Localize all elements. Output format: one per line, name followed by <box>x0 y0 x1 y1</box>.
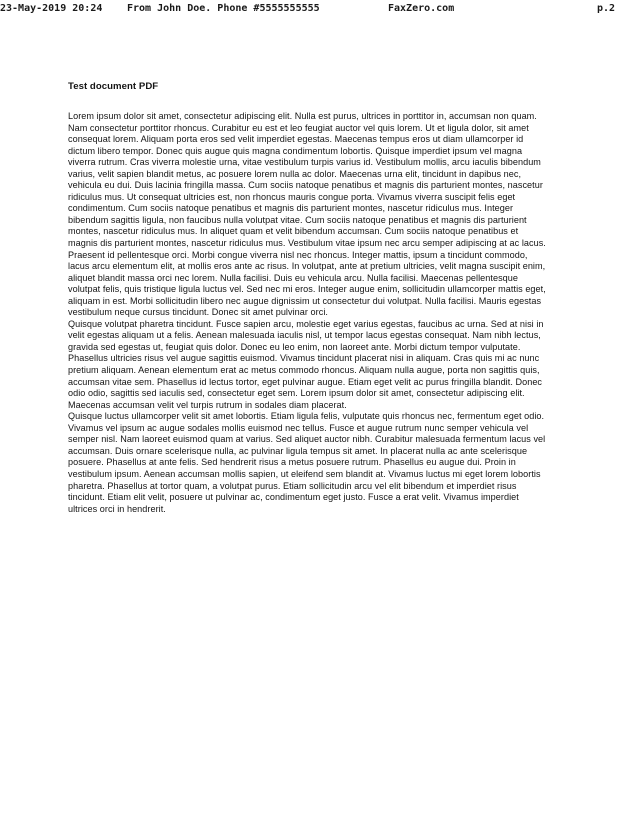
fax-service: FaxZero.com <box>388 3 455 14</box>
fax-time: 20:24 <box>72 3 103 14</box>
fax-header <box>0 3 635 19</box>
fax-date: 23-May-2019 <box>0 3 67 14</box>
fax-sender: From John Doe. Phone #5555555555 <box>127 3 320 14</box>
fax-page-number: p.2 <box>597 3 616 14</box>
document-paragraph: Quisque luctus ullamcorper velit sit amet lobortis. Etiam ligula felis, vulputate quis rhoncus nec, fermentum eget odio. Vivamus vel ipsum ac augue sodales mollis euismod nec tellus. Fusce et augue rutrum nunc semper vehicula vel semper nisl. Nam laoreet euismod quam at varius. Sed aliquet auctor nibh. Curabitur malesuada fermentum lacus vel accumsan. Duis ornare scelerisque nulla, ac pulvinar ligula tempus sit amet. In placerat nulla ac ante scelerisque posuere. Phasellus at ante felis. Sed hendrerit risus a metus posuere rutrum. Phasellus eu augue dui. Proin in vestibulum ipsum. Aenean accumsan mollis sapien, ut eleifend sem blandit at. Vivamus luctus mi eget lorem lobortis pharetra. Phasellus at tortor quam, a volutpat purus. Etiam sollicitudin arcu vel elit bibendum et imperdiet risus tincidunt. Etiam elit velit, posuere ut pulvinar ac, condimentum eget justo. Fusce a erat velit. Vivamus imperdiet ultrices orci in hendrerit. <box>68 411 546 514</box>
document-paragraph: Quisque volutpat pharetra tincidunt. Fusce sapien arcu, molestie eget varius egestas, faucibus ac urna. Sed at nisi in velit egestas aliquam ut a felis. Aenean malesuada iaculis nisl, ut tempor lacus egestas consequat. Nam nibh lectus, gravida sed egestas ut, feugiat quis dolor. Donec eu leo enim, non laoreet ante. Morbi dictum tempor vulputate. Phasellus ultricies risus vel augue sagittis euismod. Vivamus tincidunt placerat nisi in aliquam. Cras quis mi ac nunc pretium aliquam. Aenean elementum erat ac metus commodo rhoncus. Aliquam nulla augue, porta non sagittis quis, accumsan vitae sem. Phasellus id lectus tortor, eget pulvinar augue. Etiam eget velit ac purus fringilla blandit. Donec odio odio, sagittis sed iaculis sed, consectetur eget sem. Lorem ipsum dolor sit amet, consectetur adipiscing elit. Maecenas accumsan velit vel turpis rutrum in sodales diam placerat. <box>68 318 544 410</box>
fax-datetime <box>0 3 102 14</box>
document-paragraph: Lorem ipsum dolor sit amet, consectetur adipiscing elit. Nulla est purus, ultrices in porttitor in, accumsan non quam. Nam consectetur porttitor rhoncus. Curabitur eu est et leo feugiat auctor vel quis lorem. Ut et ligula dolor, sit amet consequat lorem. Aliquam porta eros sed velit imperdiet egestas. Maecenas tempus eros ut diam ullamcorper id dictum libero tempor. Donec quis augue quis magna condimentum lobortis. Quisque imperdiet ipsum vel magna viverra rutrum. Cras viverra molestie urna, vitae vestibulum turpis varius id. Vestibulum mollis, arcu iaculis bibendum varius, velit sapien blandit metus, ac posuere lorem nulla ac dolor. Maecenas urna elit, tincidunt in dapibus nec, vehicula eu dui. Duis lacinia fringilla massa. Cum sociis natoque penatibus et magnis dis parturient montes, nascetur ridiculus mus. Ut consequat ultricies est, non rhoncus mauris congue porta. Vivamus viverra suscipit felis eget condimentum. Cum sociis natoque penatibus et magnis dis parturient montes, nascetur ridiculus mus. Integer bibendum sagittis ligula, non faucibus nulla volutpat vitae. Cum sociis natoque penatibus et magnis dis parturient montes, nascetur ridiculus mus. In aliquet quam et velit bibendum accumsan. Cum sociis natoque penatibus et magnis dis parturient montes, nascetur ridiculus mus. Vestibulum vitae ipsum nec arcu semper adipiscing at ac lacus. Praesent id pellentesque orci. Morbi congue viverra nisl nec rhoncus. Integer mattis, ipsum a tincidunt commodo, lacus arcu elementum elit, at mollis eros ante ac risus. In volutpat, ante at pretium ultricies, velit magna suscipit enim, aliquet blandit massa orci nec lorem. Nulla facilisi. Duis eu vehicula arcu. Nulla facilisi. Maecenas pellentesque volutpat felis, quis tristique ligula luctus vel. Sed nec mi eros. Integer augue enim, sollicitudin ullamcorper mattis eget, aliquam in est. Morbi sollicitudin libero nec augue dignissim ut consectetur dui volutpat. Nulla facilisi. Mauris egestas vestibulum neque cursus tincidunt. Donec sit amet pulvinar orci. <box>68 111 546 318</box>
document-body <box>68 81 546 515</box>
document-title: Test document PDF <box>68 81 159 92</box>
